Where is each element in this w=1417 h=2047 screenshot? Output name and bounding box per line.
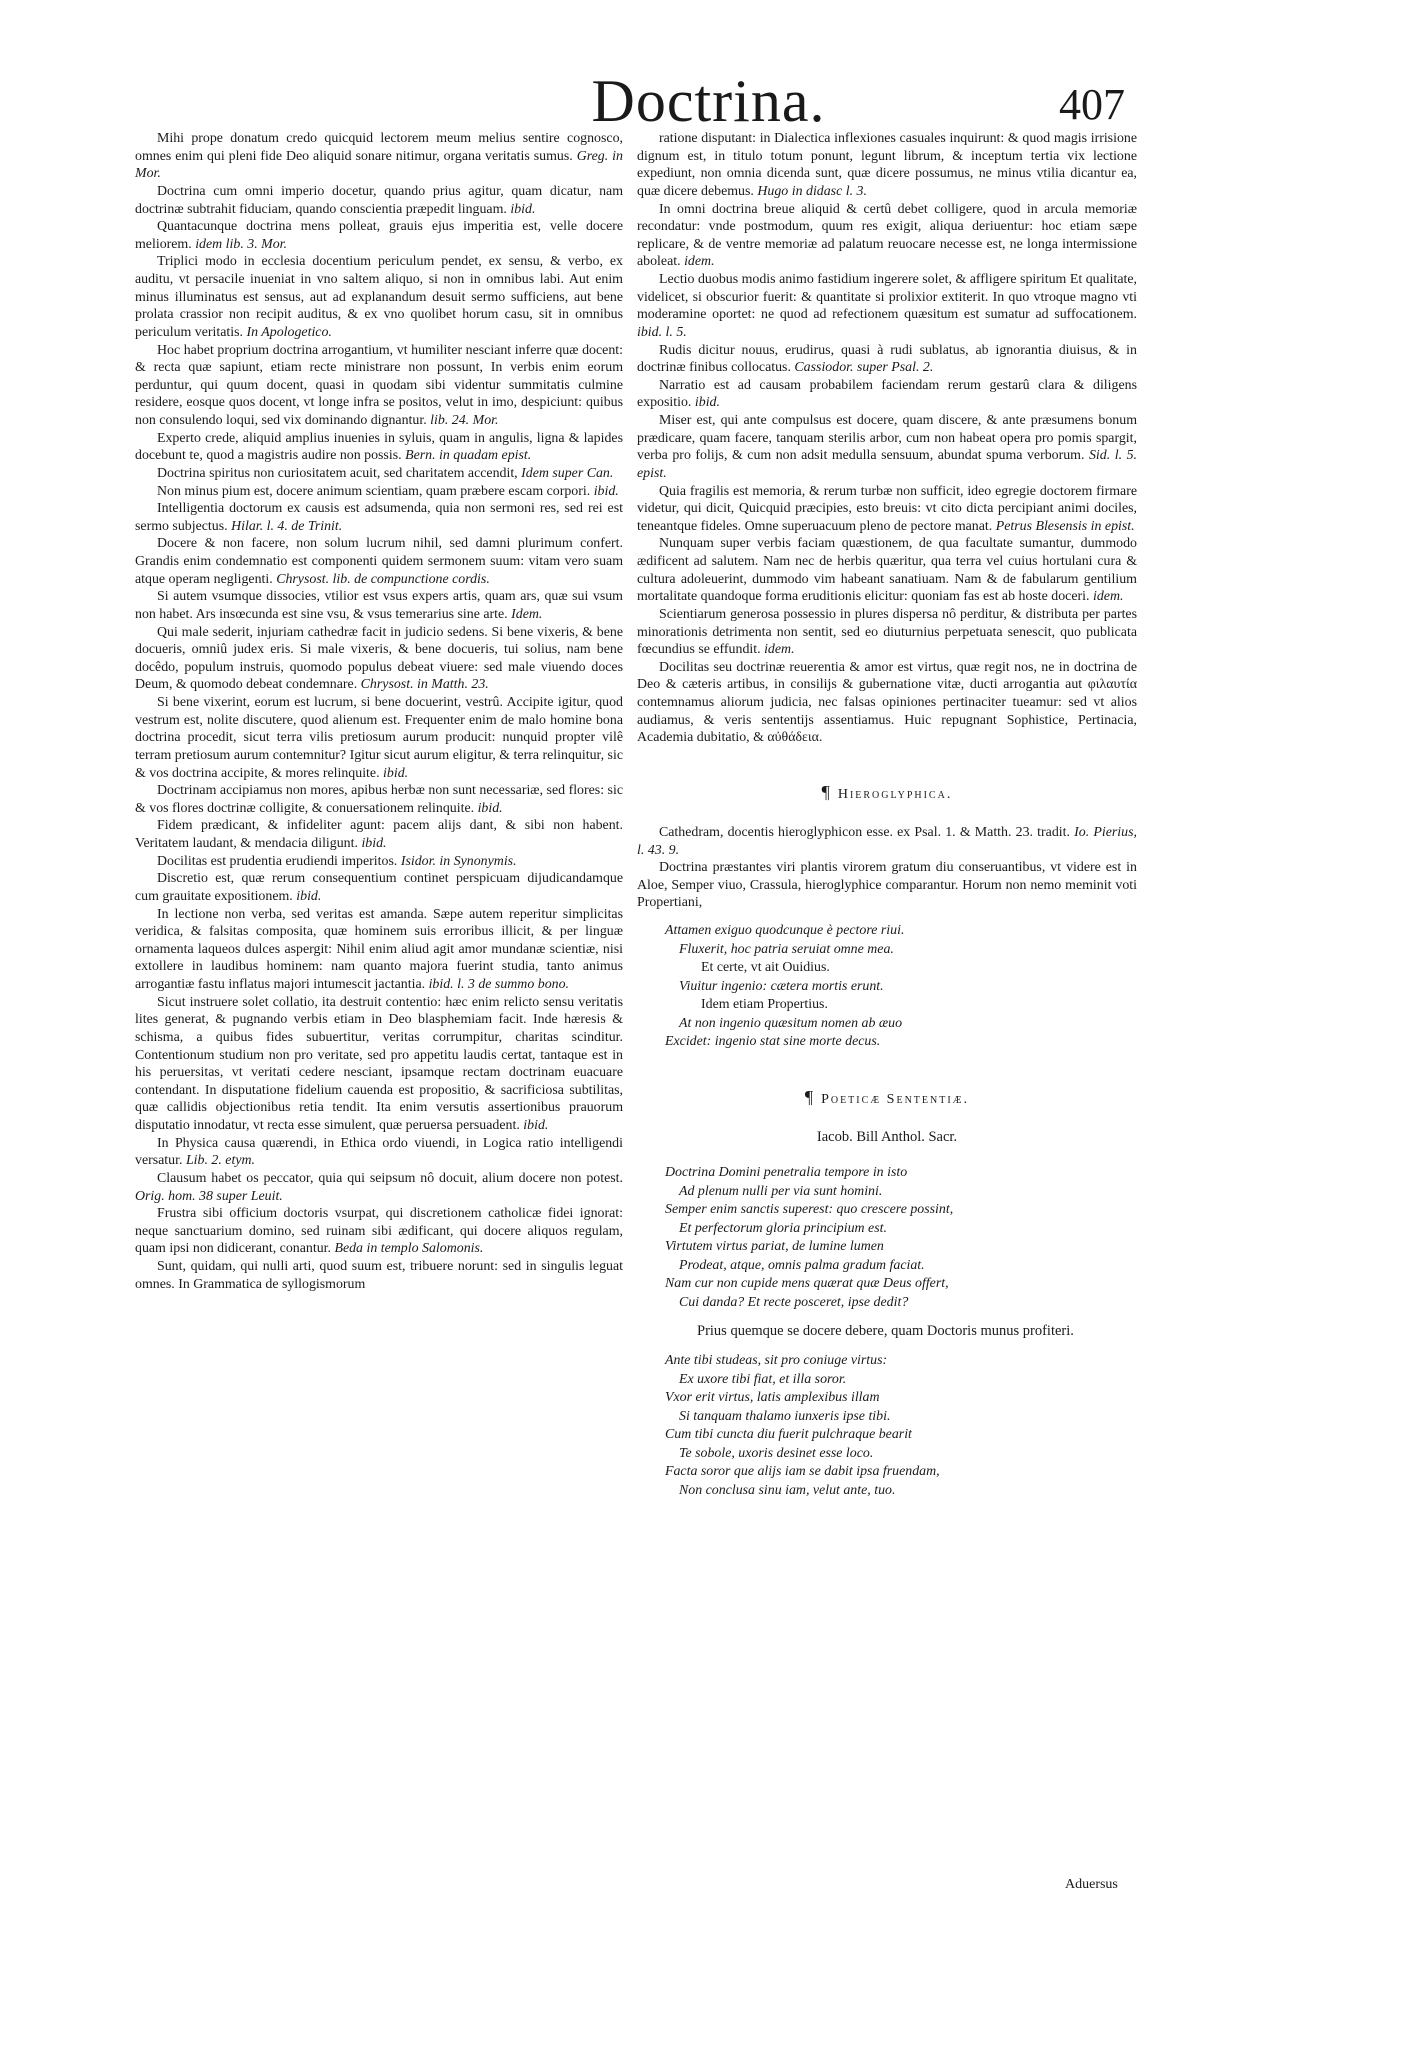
source-citation: Greg. in Mor.: [135, 148, 623, 182]
paragraph-text: ratione disputant: in Dialectica inflexiones casuales inquirunt: & quod magis irrisione dignum est, in titulo totum ponunt, legunt librum, & inceptum tertia vix lectione expediunt, non omnia dicenda sunt, quæ dicere possumus, ne minus vtilia dicantur ea, quæ dicere debemus.: [637, 131, 1137, 199]
paragraph-text: Frustra sibi officium doctoris vsurpat, qui discretionem catholicæ fidei ignorat: neque sanctuarium domino, sed ruinam sibi ædificant, qui docere aliquos regulam, quam ipsi non didicerant, conantur.: [135, 1206, 623, 1257]
paragraph-text: Discretio est, quæ rerum consequentium continet perspicuam dijudicandamque cum grauitate expositionem.: [135, 871, 623, 904]
paragraph: [637, 659, 1137, 747]
verse-line: Cui danda? Et recte posceret, ipse dedit?: [679, 1294, 909, 1310]
section-heading-label: Hieroglyphica.: [837, 786, 953, 802]
hieroglyphica-verse: [665, 922, 1137, 1052]
paragraph: [135, 535, 623, 588]
paragraph-text: Doctrina spiritus non curiositatem acuit, sed charitatem accendit,: [157, 465, 518, 481]
paragraph-text: In omni doctrina breue aliquid & certû debet colligere, quod in arcula memoriæ recondatur: vnde postmodum, quum res exigit, aliqua deriuentur: hoc etiam sæpe replicare, & de ventre memoriæ ad palatum reuocare necesse est, ne longa intermissione aboleat.: [637, 201, 1137, 270]
paragraph: [135, 483, 623, 501]
verse-line: Virtutem virtus pariat, de lumine lumen: [665, 1239, 884, 1255]
paragraph: [135, 218, 623, 253]
source-citation: Beda in templo Salomonis.: [334, 1241, 484, 1257]
paragraph-text: Mihi prope donatum credo quicquid lectorem meum melius sentire cognosco, omnes enim qui pleni fide Deo aliquid sonare nitimur, organa veritatis sumus.: [135, 131, 623, 164]
poem-verse-second: [665, 1352, 1137, 1500]
verse-line: Facta soror que alijs iam se dabit ipsa fruendam,: [665, 1464, 940, 1480]
verse-line: Semper enim sanctis superest: quo crescere possint,: [665, 1202, 954, 1218]
source-citation: Isidor. in Synonymis.: [400, 853, 517, 869]
source-citation: ibid.: [694, 395, 720, 411]
paragraph: [135, 624, 623, 695]
paragraph-text: Narratio est ad causam probabilem faciendam rerum gestarû clara & diligens expositio.: [637, 377, 1137, 411]
source-citation: Hilar. l. 4. de Trinit.: [231, 518, 343, 534]
paragraph-text: Quantacunque doctrina mens polleat, grauis ejus imperitia est, velle docere meliorem.: [135, 219, 623, 252]
source-citation: lib. 24. Mor.: [430, 413, 499, 428]
paragraph: [135, 465, 623, 483]
paragraph-text: Sunt, quidam, qui nulli arti, quod suum est, tribuere norunt: sed in singulis leguat omnes. In Grammatica de syllogismorum: [135, 1259, 623, 1292]
verse-line: Ex uxore tibi fiat, et illa soror.: [679, 1371, 847, 1387]
source-citation: ibid. l. 5.: [637, 324, 687, 340]
paragraph: [135, 1205, 623, 1258]
source-citation: ibid.: [523, 1118, 549, 1133]
verse-line: Et perfectorum gloria principium est.: [679, 1220, 887, 1236]
paragraph-text: Qui male sederit, injuriam cathedræ facit in judicio sedens. Si bene vixeris, & bene docueris, omniû judex eris. Si male vixeris, & bene docueris, tui solius, nam bene docêdo, populum instruis, quomodo populus debeat viuere: sed male viuendo doces Deum, & quomodo debeat condemnare.: [135, 624, 623, 693]
source-citation: Bern. in quadam epist.: [405, 448, 532, 464]
paragraph-text: Doctrinam accipiamus non mores, apibus herbæ non sunt necessariæ, sed flores: sic & vos flores doctrinæ colligite, & conuersationem relinquite.: [135, 783, 623, 816]
verse-line: Attamen exiguo quodcunque è pectore riui.: [665, 923, 905, 938]
paragraph-text: Doctrina cum omni imperio docetur, quando prius agitur, quam dicatur, nam doctrinæ subtrahit fiduciam, quando conscientia præpedit linguam.: [135, 183, 623, 217]
verse-line: Non conclusa sinu iam, velut ante, tuo.: [679, 1482, 896, 1498]
source-citation: ibid.: [361, 836, 387, 851]
verse-line: Idem etiam Propertius.: [701, 997, 828, 1012]
paragraph: [135, 853, 623, 871]
poem-verse-first: [665, 1164, 1137, 1312]
paragraph: [135, 253, 623, 341]
verse-line: Ante tibi studeas, sit pro coniuge virtus:: [665, 1353, 888, 1369]
pilcrow-icon: ¶: [804, 1086, 816, 1107]
verse-line: Si tanquam thalamo iunxeris ipse tibi.: [679, 1408, 891, 1424]
paragraph-text: In Physica causa quærendi, in Ethica ordo viuendi, in Logica ratio intelligendi versatur.: [135, 1135, 623, 1169]
source-citation: idem.: [764, 642, 795, 658]
paragraph-text: Scientiarum generosa possessio in plures dispersa nô perditur, & distributa per partes minorationis detrimenta non sentit, sed eo diuturnius perpetuata senescit, quo publicata fœcundius se effundit.: [637, 606, 1137, 658]
paragraph: [135, 870, 623, 905]
paragraph: [135, 782, 623, 817]
paragraph-text: Lectio duobus modis animo fastidium ingerere solet, & affligere spiritum Et qualitate, videlicet, si obscurior fuerit: & quantitate si prolixior extiterit. In quo vtroque magno vti moderamine oportet: ne quod ad refectionem quæsitum est sumatur ad suffocationem.: [637, 272, 1137, 323]
source-citation: ibid.: [383, 765, 409, 781]
paragraph-text: Rudis dicitur nouus, erudirus, quasi à rudi sublatus, ab ignorantia diuisus, & in doctrinæ finibus collocatus.: [637, 342, 1137, 376]
paragraph: [135, 817, 623, 852]
paragraph-text: Docere & non facere, non solum lucrum nihil, sed damni plurimum confert. Grandis enim condemnatio est componenti quidem sermonem suum: vitam vero suam atque operam negligenti.: [135, 536, 623, 587]
paragraph-text: Cathedram, docentis hieroglyphicon esse. ex Psal. 1. & Matth. 23. tradit.: [659, 824, 1070, 840]
source-citation: idem.: [684, 254, 715, 270]
paragraph: [637, 342, 1137, 377]
paragraph-text: Hoc habet proprium doctrina arrogantium, vt humiliter nesciant inferre quæ docent: & recta quæ sapiunt, etiam recte ministrare non possunt, In verbis enim eorum perduntur, qui quum docent, quasi in quodam sibi videntur summitatis culmine residere, eosque quos docent, vt longe infra se positos, velut in imo, despiciunt: quibus non consulendo loqui, sed vix dominando dignantur.: [135, 342, 623, 428]
paragraph-text: In lectione non verba, sed veritas est amanda. Sæpe autem reperitur simplicitas veridica, & falsitas composita, quæ hominem suis erroribus illicit, & per linguæ ornamenta laqueos dulces aspergit: Nihil enim aliud agit amor mundanæ scientiæ, nisi extollere in laudibus hominem: nam quanto majora fuerint studia, tanto animus arrogantiæ fastu inflatus majori intumescit jactantia.: [135, 906, 623, 992]
paragraph: [637, 271, 1137, 342]
verse-line: Doctrina Domini penetralia tempore in isto: [665, 1165, 908, 1181]
verse-line: Te sobole, uxoris desinet esse loco.: [679, 1445, 874, 1461]
left-column: [135, 130, 623, 1293]
paragraph-text: Quia fragilis est memoria, & rerum turbæ non sufficit, ideo egregie doctorem firmare videtur, qui dicit, Quicquid præcipies, esto breuis: vt cito dicta percipiant animi dociles, teneantque fideles. Omne superuacuum pleno de pectore manat.: [637, 483, 1137, 534]
paragraph-text: Doctrina præstantes viri plantis virorem gratum diu conseruantibus, vt videre est in Aloe, Semper viuo, Crassula, hieroglyphice comparantur. Horum non nemo meminit voti Propertiani,: [637, 860, 1137, 911]
hieroglyphica-paragraphs: [637, 824, 1137, 912]
poem-author: Iacob. Bill Anthol. Sacr.: [816, 1128, 958, 1145]
paragraph-text: Clausum habet os peccator, quia qui seipsum nô docuit, alium docere non potest.: [157, 1170, 623, 1186]
verse-line: Vxor erit virtus, latis amplexibus illam: [665, 1390, 880, 1406]
paragraph-text: Sicut instruere solet collatio, ita destruit contentio: hæc enim relicto sensu veritatis lites generat, & pugnando verbis etiam in Deo blasphemiam facit. Inde hæresis & schisma, a quibus fides subuertitur, veritas corrumpitur, charitas scinditur. Contentionum studium non pro veritate, sed pro appetitu laudis certat, tantaque est in his peruersitas, vt veritati cedere nesciant, ipsamque rectam doctrinam euacuare contendant. In disputatione fidelium cauenda est propositio, & sacrificiosa subtilitas, quæ callidis objectionibus retia tendit. Ita enim versutis assertionibus prauorum disputatio innodatur, vt recta esse simulent, quæ peruersa persuadent.: [135, 994, 623, 1133]
running-title: Doctrina.: [591, 68, 826, 134]
paragraph-text: Nunquam super verbis faciam quæstionem, de qua facultate sumantur, dummodo ædificent ad salutem. Nam nec de herbis quæritur, qua terra vel cuius hortulani cura & cultura adoleuerint, dummodo vim habeant sanatiuam. Nam & de fabularum gentilium mortalitate quandoque forma eruditionis elicitur: quoniam fas est ab hoste doceri.: [637, 536, 1137, 605]
paragraph-text: Triplici modo in ecclesia docentium periculum pendet, ex sensu, & verbo, ex auditu, vt persacile inueniat in vno saltem aliquo, si non in omnibus labi. Aut enim minus illuminatus est sensus, aut ad explanandum desuit sermo sufficiens, aut bene prolata crassior non recipit auditus, & ex vno quolibet horum casu, sit in omnibus periculum veritatis.: [135, 254, 623, 340]
paragraph: [637, 483, 1137, 536]
verse-line: Prodeat, atque, omnis palma gradum faciat.: [679, 1257, 925, 1273]
source-citation: Idem super Can.: [521, 465, 614, 481]
paragraph: [637, 535, 1137, 606]
source-citation: Sid. l. 5. epist.: [637, 448, 1137, 481]
paragraph: [637, 606, 1137, 659]
verse-line: Fluxerit, hoc patria seruiat omne mea.: [679, 941, 894, 957]
source-citation: ibid.: [477, 800, 503, 816]
paragraph: [637, 377, 1137, 412]
pilcrow-icon: ¶: [821, 781, 832, 802]
verse-line: Excidet: ingenio stat sine morte decus.: [665, 1034, 881, 1049]
source-citation: idem.: [1092, 589, 1124, 605]
verse-line: Viuitur ingenio: cætera mortis erunt.: [679, 978, 884, 994]
paragraph-text: Experto crede, aliquid amplius inuenies in syluis, quam in angulis, ligna & lapides docebunt te, quod a magistris audire non possis.: [135, 430, 623, 464]
paragraph: [637, 859, 1137, 912]
paragraph: [637, 412, 1137, 483]
paragraph: [135, 694, 623, 782]
source-citation: ibid.: [510, 201, 536, 217]
source-citation: Lib. 2. etym.: [185, 1153, 255, 1169]
source-citation: Orig. hom. 38 super Leuit.: [135, 1188, 283, 1204]
verse-line: At non ingenio quæsitum nomen ab æuo: [679, 1015, 903, 1031]
paragraph: [135, 1258, 623, 1293]
paragraph-text: Non minus pium est, docere animum scientiam, quam præbere escam corpori.: [157, 483, 591, 499]
right-column: [637, 130, 1137, 1510]
section-heading-label: Poeticæ Sententiæ.: [821, 1091, 970, 1107]
section-heading-poeticae: [637, 1088, 1137, 1109]
paragraph: [135, 183, 623, 218]
verse-line: Ad plenum nulli per via sunt homini.: [679, 1183, 883, 1199]
source-citation: Cassiodor. super Psal. 2.: [794, 360, 934, 376]
paragraph-text: Docilitas est prudentia erudiendi imperitos.: [157, 853, 398, 869]
source-citation: Hugo in didasc l. 3.: [757, 183, 867, 199]
paragraph: [637, 824, 1137, 859]
source-citation: ibid.: [593, 483, 619, 499]
source-citation: In Apologetico.: [246, 324, 332, 340]
poem-prose-title: Prius quemque se docere debere, quam Doctoris munus profiteri.: [697, 1323, 1074, 1340]
paragraph: [135, 994, 623, 1135]
paragraph: [135, 342, 623, 430]
paragraph-text: Si bene vixerint, eorum est lucrum, si bene docuerint, vestrû. Accipite igitur, quod vestrum est, nolite discutere, quod alienum est. Frequenter enim de malo homine bona doctrina procedit, sicut terra vilis pretiosum aurum producit: nunquid propter vilê terram pretiosum aurum contemnitur? Igitur sicut aurum eligitur, & terra relinquitur, sic & vos doctrina accipite, & mores relinquite.: [135, 695, 623, 781]
paragraph: [135, 588, 623, 623]
paragraph-text: Miser est, qui ante compulsus est docere, quam discere, & ante præsumens bonum prædicare, quam facere, tanquam sterilis arbor, cum non habeat opera pro pomis spargit, verba pro folijs, & cum non adsit medulla sensuum, abundat spuma verborum.: [637, 413, 1137, 464]
paragraph: [135, 130, 623, 183]
verse-line: Cum tibi cuncta diu fuerit pulchraque bearit: [665, 1427, 912, 1443]
section-heading-hieroglyphica: [637, 783, 1137, 804]
source-citation: Chrysost. in Matth. 23.: [360, 677, 489, 693]
source-citation: Petrus Blesensis in epist.: [995, 518, 1135, 534]
verse-line: Nam cur non cupide mens quærat quæ Deus offert,: [665, 1276, 949, 1292]
paragraph: [637, 130, 1137, 201]
right-paragraphs: [637, 130, 1137, 747]
source-citation: ibid.: [296, 888, 322, 904]
paragraph-text: Fidem prædicant, & infideliter agunt: pacem alijs dant, & sibi non habent. Veritatem laudant, & mendacia diligunt.: [135, 818, 623, 851]
paragraph-text: Si autem vsumque dissocies, vtilior est vsus expers artis, quam ars, quæ sui vsum non habet. Ars insœcunda est sine vsu, & vsus temerarius sine arte.: [135, 589, 623, 622]
source-citation: Chrysost. lib. de compunctione cordis.: [276, 571, 490, 587]
paragraph: [135, 500, 623, 535]
page-number: 407: [1059, 80, 1125, 129]
paragraph: [135, 906, 623, 994]
paragraph: [135, 1135, 623, 1170]
source-citation: idem lib. 3. Mor.: [195, 236, 288, 252]
paragraph: [637, 201, 1137, 272]
catchword: Aduersus: [1065, 1877, 1118, 1892]
source-citation: ibid. l. 3 de summo bono.: [428, 977, 570, 992]
paragraph: [135, 1170, 623, 1205]
source-citation: Io. Pierius, l. 43. 9.: [637, 824, 1137, 858]
paragraph-text: Docilitas seu doctrinæ reuerentia & amor est virtus, quæ regit nos, ne in doctrina de Deo & cæteris artibus, in consilijs & gubernatione vitæ, ducti arrogantia aut φιλαυτία contemnamus aliorum judicia, nec falsas opiniones pertinaciter tueamur: sed vt alios audiamus, & veris sententijs assentiamus. Huic repugnant Sophistice, Pertinacia, Academia dubitatio, & αὐθάδεια.: [637, 659, 1137, 746]
paragraph: [135, 430, 623, 465]
verse-line: Et certe, vt ait Ouidius.: [701, 960, 830, 975]
source-citation: Idem.: [511, 606, 543, 622]
paragraph-text: Intelligentia doctorum ex causis est adsumenda, quia non sermoni res, sed rei est sermo subjectus.: [135, 501, 623, 534]
